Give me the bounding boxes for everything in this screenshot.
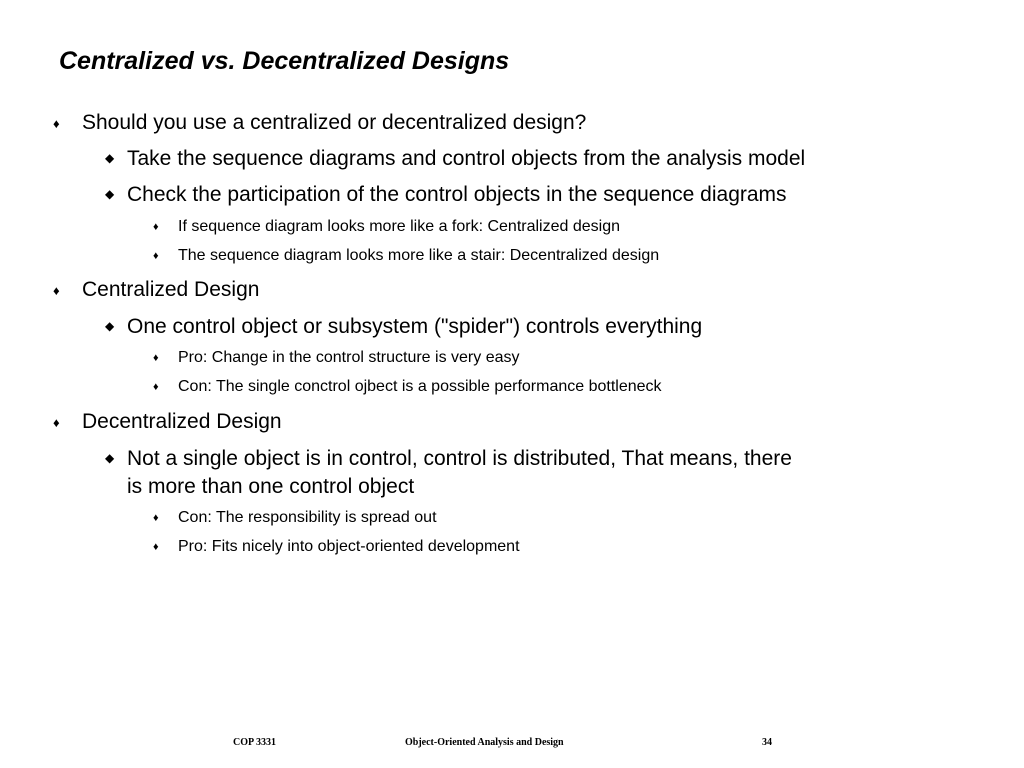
bullet-text: Should you use a centralized or decentralized design? bbox=[82, 111, 587, 134]
diamond-bullet-icon: ♦ bbox=[153, 541, 159, 553]
diamond-bullet-icon: ♦ bbox=[53, 415, 60, 430]
bullet-take-sequence-diagrams bbox=[105, 147, 806, 171]
bullet-text: Pro: Fits nicely into object-oriented development bbox=[178, 538, 520, 555]
bullet-text: One control object or subsystem ("spider") controls everything bbox=[127, 315, 703, 338]
bullet-spider-controls bbox=[105, 315, 703, 339]
diamond-bullet-icon: ♦ bbox=[153, 250, 159, 262]
slide-title: Centralized vs. Decentralized Designs bbox=[59, 47, 510, 75]
bullet-text-line-2: is more than one control object bbox=[127, 475, 415, 498]
bullet-text: Decentralized Design bbox=[82, 410, 282, 433]
bullet-text: If sequence diagram looks more like a fork: Centralized design bbox=[178, 218, 620, 235]
bullet-decentralized-design bbox=[53, 410, 282, 434]
bullet-con-responsibility bbox=[153, 509, 437, 527]
diamond-bullet-icon: ♦ bbox=[53, 283, 60, 298]
bullet-should-you-use bbox=[53, 111, 587, 135]
diamond-bullet-icon: ♦ bbox=[153, 221, 159, 233]
bullet-not-single-object bbox=[105, 447, 792, 471]
bullet-not-single-object-continuation bbox=[127, 475, 414, 499]
diamond-bullet-icon: ♦ bbox=[153, 381, 159, 393]
bullet-text: Centralized Design bbox=[82, 278, 260, 301]
diamond-bullet-icon: ◆ bbox=[105, 319, 115, 333]
diamond-bullet-icon: ◆ bbox=[105, 151, 115, 165]
bullet-text: Take the sequence diagrams and control objects from the analysis model bbox=[127, 147, 806, 170]
bullet-text: The sequence diagram looks more like a stair: Decentralized design bbox=[178, 247, 660, 264]
bullet-stair-decentralized bbox=[153, 247, 660, 265]
footer-page-number: 34 bbox=[762, 737, 772, 748]
diamond-bullet-icon: ◆ bbox=[105, 187, 115, 201]
diamond-bullet-icon: ◆ bbox=[105, 451, 115, 465]
diamond-bullet-icon: ♦ bbox=[153, 352, 159, 364]
bullet-text-line-1: Not a single object is in control, control is distributed, That means, there bbox=[127, 447, 792, 470]
diamond-bullet-icon: ♦ bbox=[153, 512, 159, 524]
bullet-text: Con: The single conctrol ojbect is a possible performance bottleneck bbox=[178, 378, 662, 395]
footer-subject: Object-Oriented Analysis and Design bbox=[405, 737, 564, 748]
bullet-check-participation bbox=[105, 183, 787, 207]
bullet-fork-centralized bbox=[153, 218, 620, 236]
footer-course: COP 3331 bbox=[233, 737, 277, 748]
bullet-centralized-design bbox=[53, 278, 260, 302]
bullet-pro-change-easy bbox=[153, 349, 520, 367]
bullet-text: Pro: Change in the control structure is very easy bbox=[178, 349, 520, 366]
diamond-bullet-icon: ♦ bbox=[53, 116, 60, 131]
bullet-text: Con: The responsibility is spread out bbox=[178, 509, 437, 526]
bullet-pro-fits-oo bbox=[153, 538, 520, 556]
bullet-con-bottleneck bbox=[153, 378, 662, 396]
bullet-text: Check the participation of the control objects in the sequence diagrams bbox=[127, 183, 787, 206]
